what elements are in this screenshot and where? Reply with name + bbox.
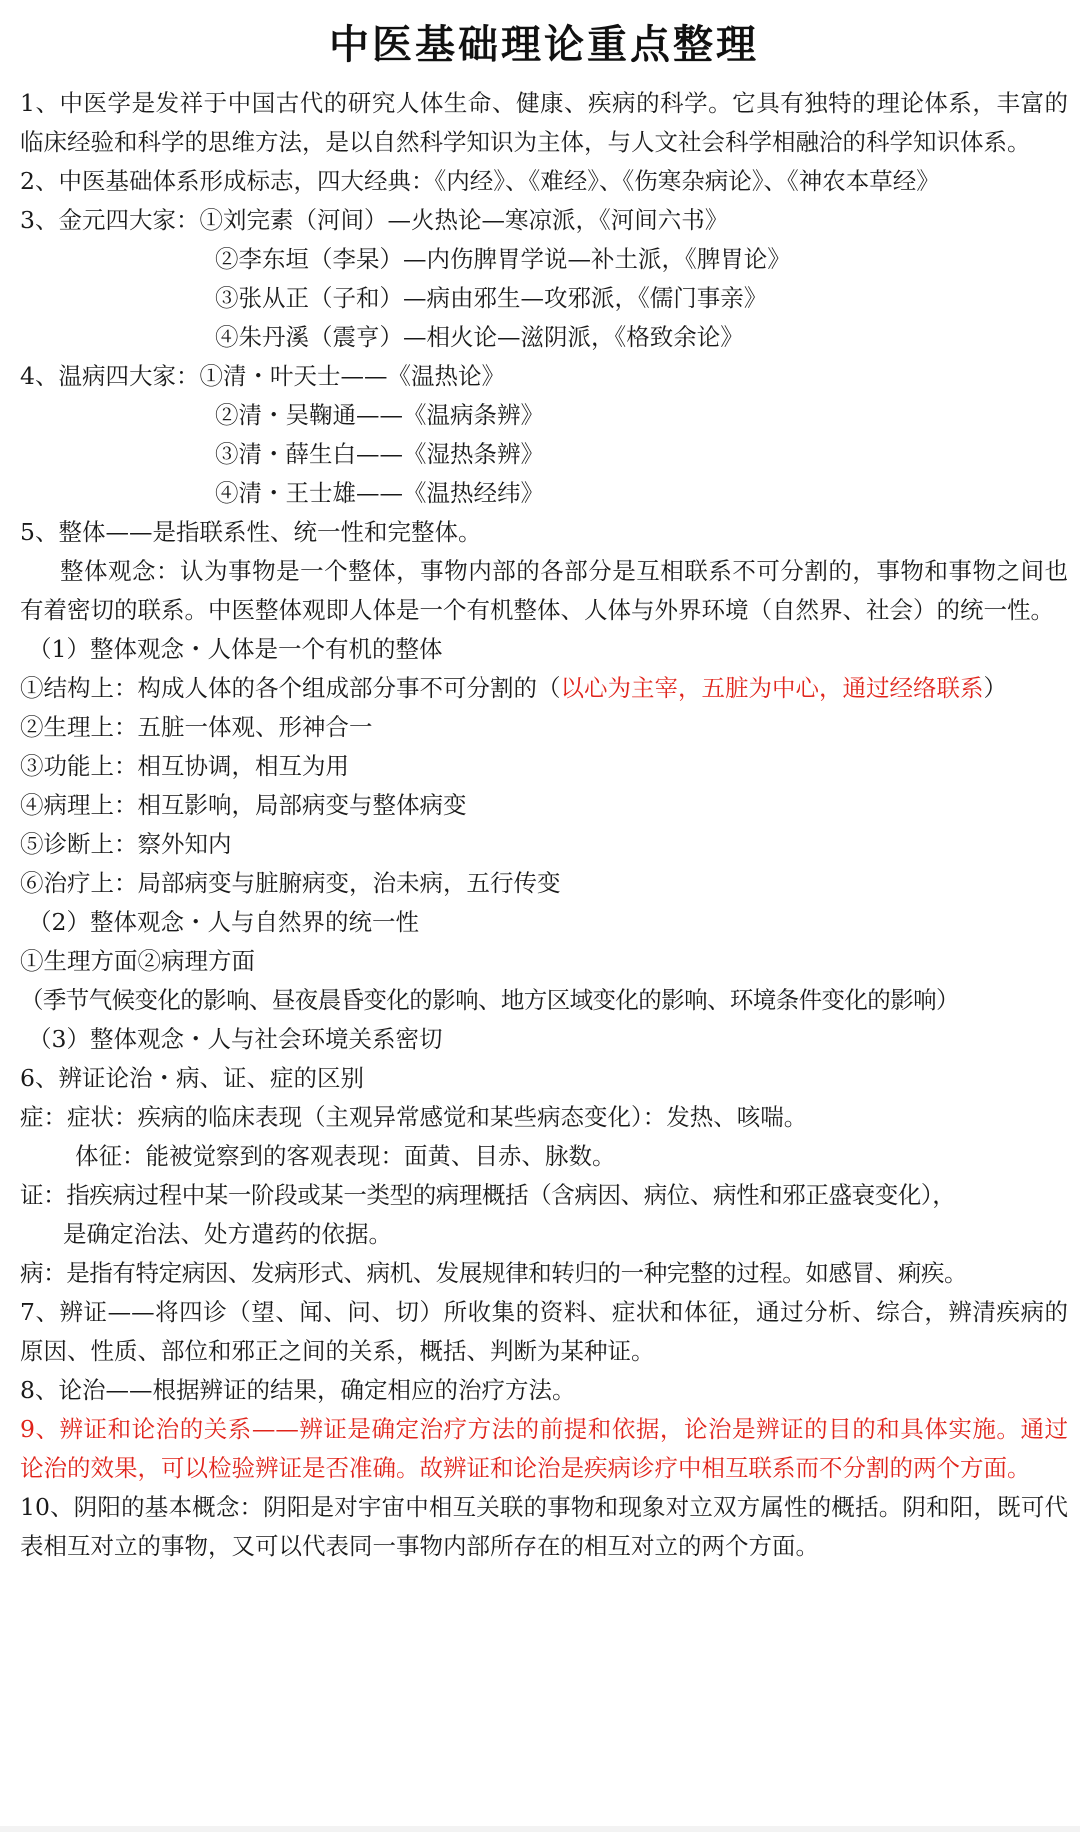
paragraph-2: 2、中医基础体系形成标志，四大经典：《内经》、《难经》、《伤寒杂病论》、《神农本草经》 (20, 167, 940, 195)
paragraph-6-syndrome-cont: 是确定治法、处方遣药的依据。 (63, 1220, 392, 1248)
subsection-1-item-3: ③功能上：相互协调，相互为用 (20, 752, 349, 780)
page-title: 中医基础理论重点整理 (329, 21, 759, 68)
subsection-2-item-2: （季节气候变化的影响、昼夜晨昏变化的影响、地方区域变化的影响、环境条件变化的影响） (20, 986, 959, 1014)
subsection-1-item-2: ②生理上：五脏一体观、形神合一 (20, 713, 373, 741)
paragraph-9: 9、辨证和论治的关系——辨证是确定治疗方法的前提和依据，论治是辨证的目的和具体实施。通过论治的效果，可以检验辨证是否准确。故辨证和论治是疾病诊疗中相互联系而不分割的两个方面。 (20, 1415, 1068, 1482)
subsection-1-item-5: ⑤诊断上：察外知内 (20, 830, 232, 858)
item-1-highlight: 以心为主宰，五脏为中心，通过经络联系 (560, 674, 984, 702)
subsection-1-item-4: ④病理上：相互影响，局部病变与整体病变 (20, 791, 467, 819)
bottom-divider (0, 1826, 1080, 1832)
section-3-jinyuan-masters (20, 201, 1068, 357)
paragraph-7: 7、辨证——将四诊（望、闻、问、切）所收集的资料、症状和体征，通过分析、综合，辨清疾病的原因、性质、部位和邪正之间的关系，概括、判断为某种证。 (20, 1298, 1068, 1365)
paragraph-10: 10、阴阳的基本概念：阴阳是对宇宙中相互关联的事物和现象对立双方属性的概括。阴和阳，既可代表相互对立的事物，又可以代表同一事物内部所存在的相互对立的两个方面。 (20, 1493, 1068, 1560)
subsection-1-heading: （1）整体观念・人体是一个有机的整体 (28, 635, 443, 663)
paragraph-4-line-1: 4、温病四大家：①清・叶天士——《温热论》 (20, 362, 505, 390)
paragraph-5-concept: 整体观念：认为事物是一个整体，事物内部的各部分是互相联系不可分割的，事物和事物之间也有着密切的联系。中医整体观即人体是一个有机整体、人体与外界环境（自然界、社会）的统一性。 (20, 557, 1068, 624)
paragraph-3-line-3: ③张从正（子和）—病由邪生—攻邪派，《儒门事亲》 (215, 284, 768, 312)
paragraph-6-zheng-symptom: 症：症状：疾病的临床表现（主观异常感觉和某些病态变化）：发热、咳喘。 (20, 1103, 808, 1131)
paragraph-6-disease: 病：是指有特定病因、发病形式、病机、发展规律和转归的一种完整的过程。如感冒、痢疾。 (20, 1259, 968, 1287)
item-1-text: ①结构上：构成人体的各个组成部分事不可分割的（ (20, 674, 561, 702)
subsection-1-item-1 (20, 669, 1068, 708)
paragraph-4-line-3: ③清・薛生白——《湿热条辨》 (215, 440, 544, 468)
paragraph-6-sign: 体征：能被觉察到的客观表现：面黄、目赤、脉数。 (75, 1142, 616, 1170)
paragraph-4-line-4: ④清・王士雄——《温热经纬》 (215, 479, 544, 507)
paragraph-6-syndrome: 证：指疾病过程中某一阶段或某一类型的病理概括（含病因、病位、病性和邪正盛衰变化）， (20, 1181, 956, 1209)
subsection-2-item-1: ①生理方面②病理方面 (20, 947, 255, 975)
paragraph-3-line-4: ④朱丹溪（震亨）—相火论—滋阴派，《格致余论》 (215, 323, 744, 351)
paragraph-4-line-2: ②清・吴鞠通——《温病条辨》 (215, 401, 544, 429)
paragraph-5: 5、整体——是指联系性、统一性和完整体。 (20, 518, 482, 546)
section-4-wenbing-masters (20, 357, 1068, 513)
paragraph-3-line-1: 3、金元四大家：①刘完素（河间）—火热论—寒凉派，《河间六书》 (20, 206, 729, 234)
subsection-1-item-6: ⑥治疗上：局部病变与脏腑病变，治未病，五行传变 (20, 869, 561, 897)
item-1-close: ） (983, 674, 1007, 702)
paragraph-1: 1、中医学是发祥于中国古代的研究人体生命、健康、疾病的科学。它具有独特的理论体系，丰富的临床经验和科学的思维方法，是以自然科学知识为主体，与人文社会科学相融洽的科学知识体系。 (20, 89, 1068, 156)
paragraph-3-line-2: ②李东垣（李杲）—内伤脾胃学说—补土派，《脾胃论》 (215, 245, 791, 273)
subsection-2-heading: （2）整体观念・人与自然界的统一性 (28, 908, 419, 936)
paragraph-6: 6、辨证论治・病、证、症的区别 (20, 1064, 364, 1092)
subsection-3-heading: （3）整体观念・人与社会环境关系密切 (28, 1025, 443, 1053)
paragraph-8: 8、论治——根据辨证的结果，确定相应的治疗方法。 (20, 1376, 576, 1404)
